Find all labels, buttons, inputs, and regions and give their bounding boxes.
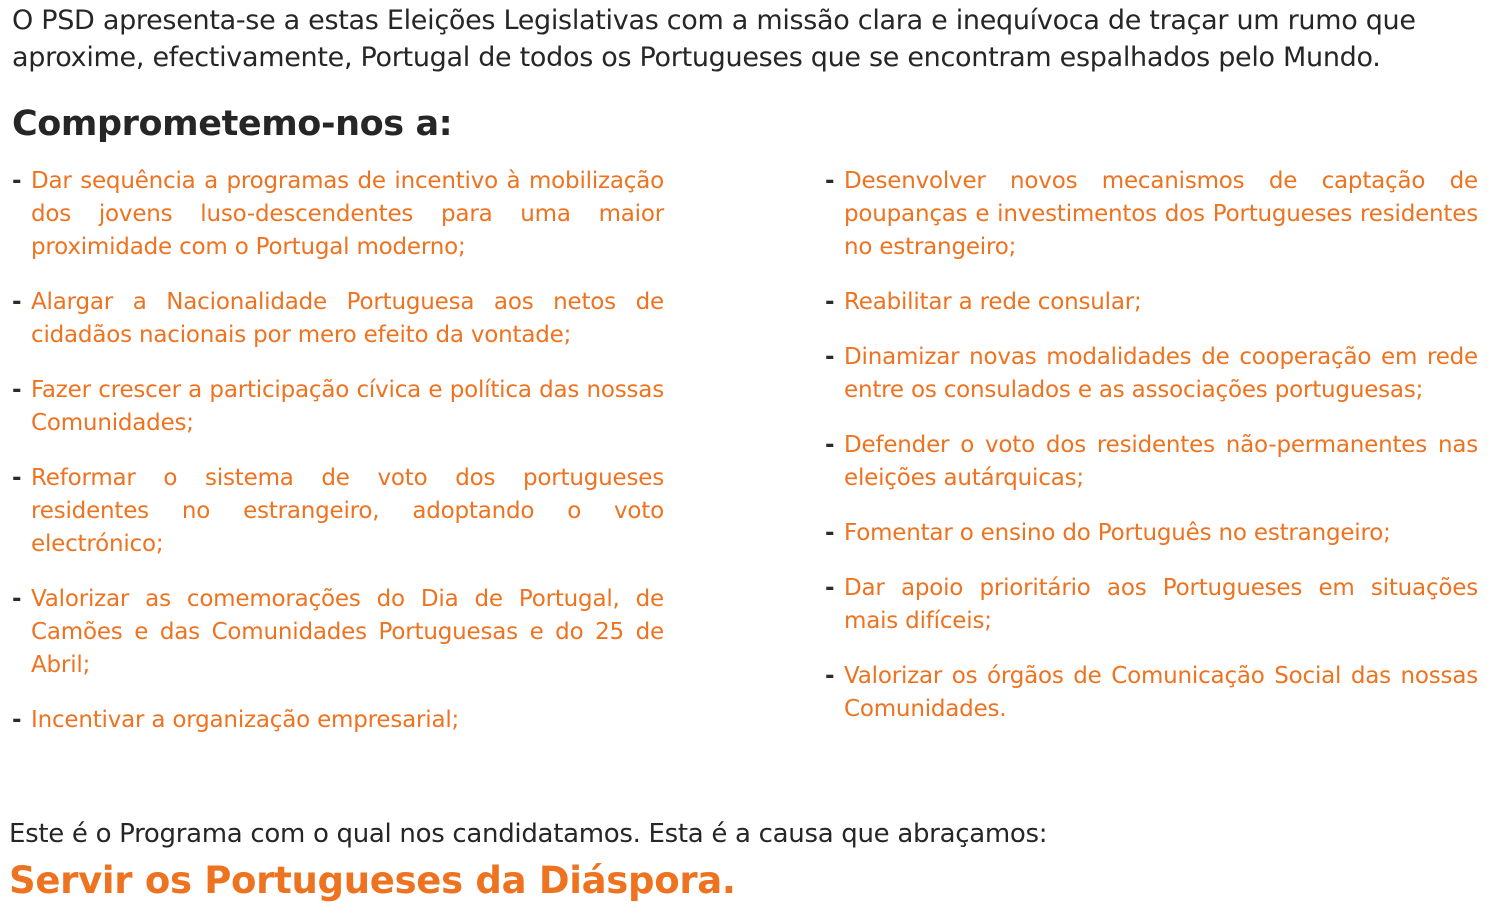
bullet-dash: - (12, 707, 22, 733)
commitment-item (825, 286, 1478, 319)
commitment-item (12, 374, 664, 440)
bullet-dash: - (12, 377, 22, 403)
commitment-item (12, 165, 664, 264)
bullet-dash: - (825, 168, 835, 194)
commitment-text: Dar sequência a programas de incentivo à mobilização dos jovens luso-descendentes para uma maior proximidade com o Portugal moderno; (31, 168, 664, 260)
commitment-item (825, 429, 1478, 495)
bullet-dash: - (825, 289, 835, 315)
commitment-text: Dar apoio prioritário aos Portugueses em situações mais difíceis; (844, 575, 1478, 634)
commitment-text: Valorizar os órgãos de Comunicação Social das nossas Comunidades. (844, 663, 1478, 722)
intro-paragraph: O PSD apresenta-se a estas Eleições Legislativas com a missão clara e inequívoca de traçar um rumo que aproxime, efectivamente, Portugal de todos os Portugueses que se encontram espalhados pelo Mundo. (12, 5, 1416, 73)
commitment-text: Fomentar o ensino do Português no estrangeiro; (844, 520, 1391, 546)
commitment-text: Reformar o sistema de voto dos portugueses residentes no estrangeiro, adoptando o voto electrónico; (31, 465, 664, 557)
bullet-dash: - (825, 663, 835, 689)
commitments-list-left (12, 165, 664, 759)
commitment-text: Dinamizar novas modalidades de cooperação em rede entre os consulados e as associações portuguesas; (844, 344, 1478, 403)
closing-sentence: Este é o Programa com o qual nos candidatamos. Esta é a causa que abraçamos: (9, 819, 1048, 849)
commitment-text: Fazer crescer a participação cívica e política das nossas Comunidades; (31, 377, 664, 436)
bullet-dash: - (825, 575, 835, 601)
bullet-dash: - (825, 432, 835, 458)
commitments-heading: Comprometemo-nos a: (12, 104, 453, 144)
commitment-item (825, 165, 1478, 264)
commitment-item (825, 660, 1478, 726)
bullet-dash: - (12, 289, 22, 315)
bullet-dash: - (825, 520, 835, 546)
commitment-item (12, 462, 664, 561)
commitment-item (12, 704, 664, 737)
commitment-text: Valorizar as comemorações do Dia de Portugal, de Camões e das Comunidades Portuguesas e do 25 de Abril; (31, 586, 664, 678)
bullet-dash: - (825, 344, 835, 370)
slogan: Servir os Portugueses da Diáspora. (9, 859, 736, 902)
commitment-text: Alargar a Nacionalidade Portuguesa aos netos de cidadãos nacionais por mero efeito da vontade; (31, 289, 664, 348)
bullet-dash: - (12, 168, 22, 194)
bullet-dash: - (12, 586, 22, 612)
commitment-item (825, 341, 1478, 407)
commitment-text: Incentivar a organização empresarial; (31, 707, 460, 733)
commitment-item (12, 286, 664, 352)
commitment-item (12, 583, 664, 682)
commitments-list-right (825, 165, 1478, 748)
commitment-item (825, 517, 1478, 550)
commitment-text: Reabilitar a rede consular; (844, 289, 1142, 315)
bullet-dash: - (12, 465, 22, 491)
commitment-text: Defender o voto dos residentes não-permanentes nas eleições autárquicas; (844, 432, 1478, 491)
commitment-item (825, 572, 1478, 638)
commitment-text: Desenvolver novos mecanismos de captação de poupanças e investimentos dos Portugueses residentes no estrangeiro; (844, 168, 1478, 260)
